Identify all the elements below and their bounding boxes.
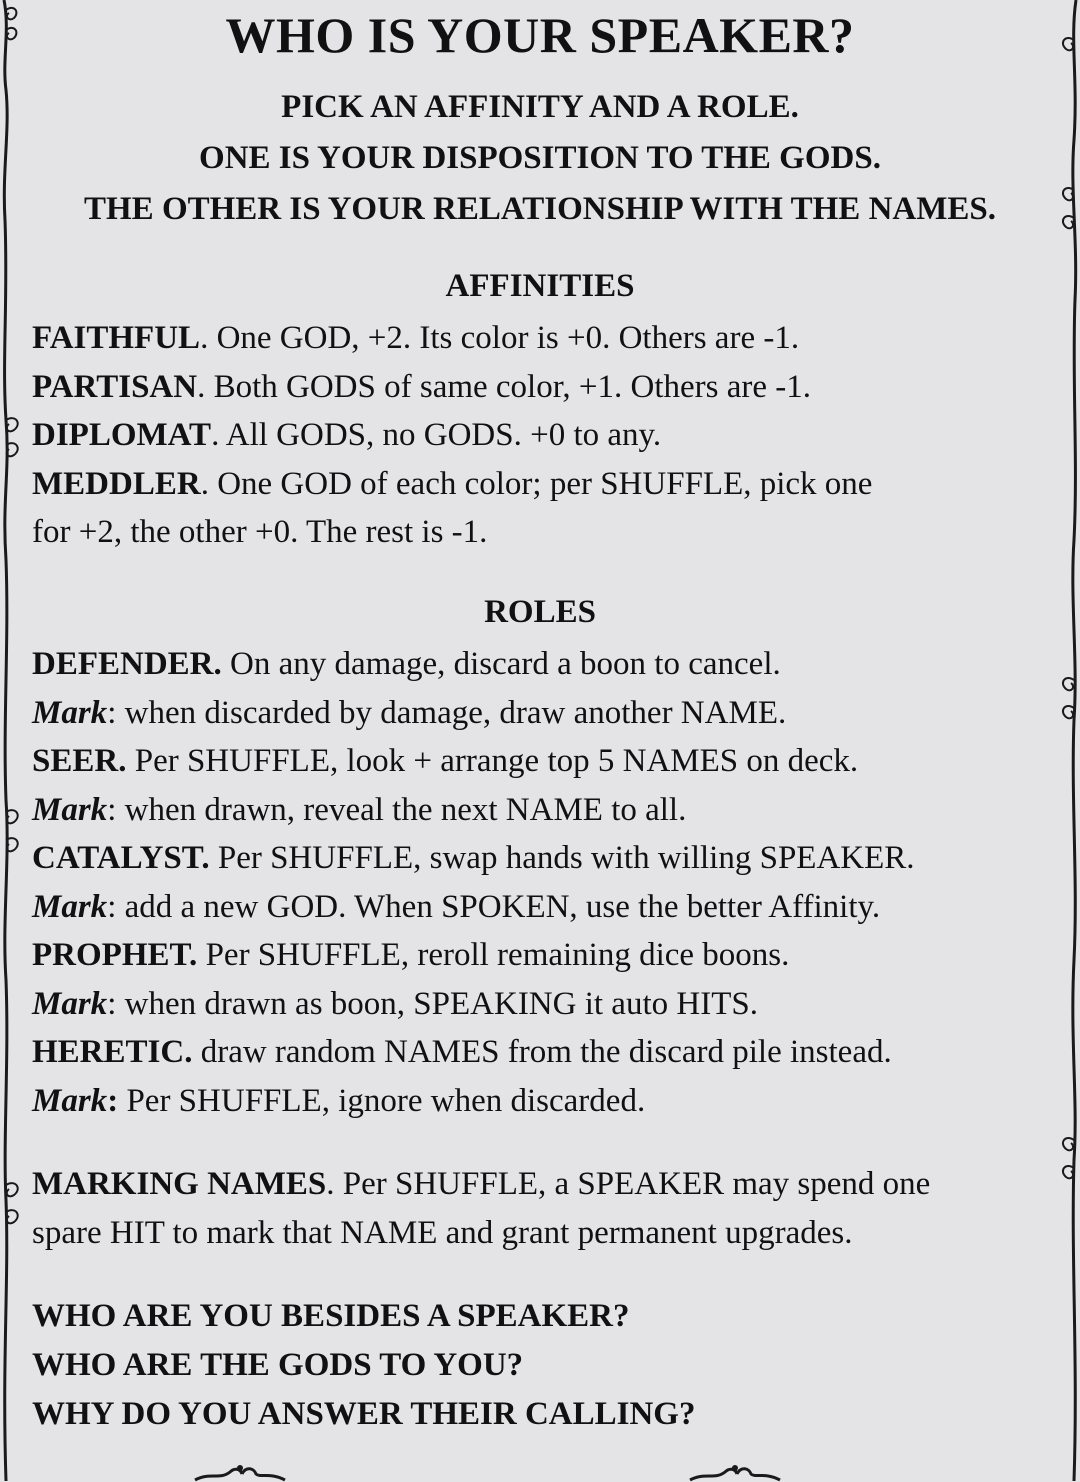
affinity-meddler-continuation: for +2, the other +0. The rest is -1. — [32, 514, 488, 550]
page-title: WHO IS YOUR SPEAKER? — [225, 7, 855, 63]
mark-text: when drawn as boon, SPEAKING it auto HITS. — [116, 985, 758, 1022]
role-catalyst — [32, 834, 1042, 883]
roles-list — [32, 640, 1042, 1125]
mark-label: Mark — [32, 985, 108, 1022]
affinity-faithful — [32, 314, 1042, 363]
role-term: SEER. — [32, 743, 127, 779]
question: WHO ARE YOU BESIDES A SPEAKER? — [32, 1298, 630, 1334]
role-defender-mark — [32, 689, 1042, 738]
mark-text: when discarded by damage, draw another NAME. — [116, 694, 787, 731]
affinity-text: . Both GODS of same color, +1. Others are -1. — [197, 368, 812, 405]
bottom-flourish-ornament — [685, 1462, 785, 1482]
intro-line: THE OTHER IS YOUR RELATIONSHIP WITH THE NAMES. — [84, 191, 996, 227]
role-text: Per SHUFFLE, look + arrange top 5 NAMES on deck. — [126, 743, 859, 779]
role-text: Per SHUFFLE, reroll remaining dice boons. — [197, 937, 790, 973]
marking-text: . Per SHUFFLE, a SPEAKER may spend one — [326, 1166, 931, 1202]
question: WHO ARE THE GODS TO YOU? — [32, 1347, 524, 1383]
mark-label: Mark — [32, 1082, 108, 1119]
affinity-text: . One GOD of each color; per SHUFFLE, pick one — [200, 465, 873, 502]
role-text: On any damage, discard a boon to cancel. — [221, 646, 781, 682]
intro-line: ONE IS YOUR DISPOSITION TO THE GODS. — [199, 140, 881, 176]
role-catalyst-mark — [32, 883, 1042, 932]
marking-term: MARKING NAMES — [32, 1166, 327, 1202]
mark-text: when drawn, reveal the next NAME to all. — [116, 791, 687, 828]
mark-label: Mark — [32, 888, 108, 925]
intro-block — [30, 82, 1050, 235]
roles-heading: ROLES — [484, 594, 596, 630]
mark-separator: : — [107, 1082, 119, 1119]
mark-separator: : — [107, 888, 117, 925]
role-prophet — [32, 931, 1042, 980]
mark-label: Mark — [32, 791, 108, 828]
role-term: PROPHET. — [32, 937, 198, 973]
affinity-term: MEDDLER — [32, 465, 201, 502]
role-heretic-mark — [32, 1077, 1042, 1126]
mark-separator: : — [107, 694, 117, 731]
affinity-meddler — [32, 460, 1042, 509]
affinity-term: DIPLOMAT — [32, 417, 212, 453]
marking-names-paragraph — [32, 1160, 1042, 1258]
affinities-list — [32, 314, 1042, 557]
question: WHY DO YOU ANSWER THEIR CALLING? — [32, 1396, 696, 1432]
role-term: HERETIC. — [32, 1034, 193, 1070]
mark-separator: : — [107, 791, 117, 828]
role-term: DEFENDER. — [32, 646, 222, 682]
affinities-heading: AFFINITIES — [445, 268, 635, 304]
affinity-text: . All GODS, no GODS. +0 to any. — [211, 417, 662, 453]
marking-text-continuation: spare HIT to mark that NAME and grant permanent upgrades. — [32, 1215, 853, 1251]
role-prophet-mark — [32, 980, 1042, 1029]
affinity-term: FAITHFUL — [32, 320, 201, 356]
role-text: draw random NAMES from the discard pile instead. — [192, 1034, 892, 1070]
role-term: CATALYST. — [32, 840, 210, 876]
role-seer-mark — [32, 786, 1042, 835]
mark-label: Mark — [32, 694, 108, 731]
affinity-term: PARTISAN — [32, 368, 198, 405]
bottom-flourish-ornament — [190, 1462, 290, 1482]
intro-line: PICK AN AFFINITY AND A ROLE. — [281, 89, 799, 125]
affinity-diplomat — [32, 411, 1042, 460]
reflection-questions — [32, 1292, 1042, 1439]
affinity-text: . One GOD, +2. Its color is +0. Others are -1. — [200, 320, 800, 356]
left-ornamental-border — [0, 0, 30, 1481]
mark-text: Per SHUFFLE, ignore when discarded. — [118, 1082, 646, 1119]
right-ornamental-border — [1050, 0, 1080, 1481]
role-seer — [32, 737, 1042, 786]
affinity-partisan — [32, 363, 1042, 412]
mark-text: add a new GOD. When SPOKEN, use the better Affinity. — [116, 888, 881, 925]
mark-separator: : — [107, 985, 117, 1022]
role-heretic — [32, 1028, 1042, 1077]
role-text: Per SHUFFLE, swap hands with willing SPEAKER. — [209, 840, 915, 876]
role-defender — [32, 640, 1042, 689]
